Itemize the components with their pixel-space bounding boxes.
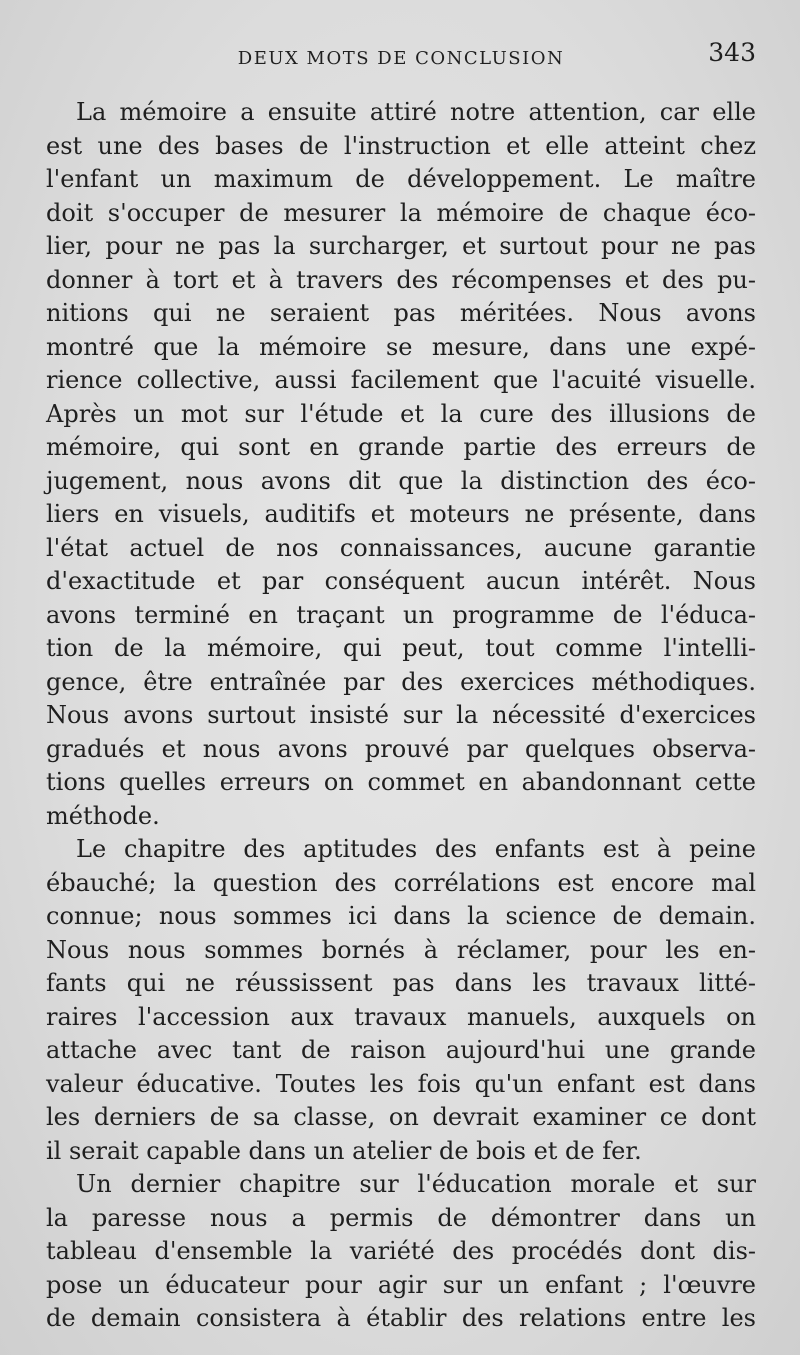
text-line: valeur éducative. Toutes les fois qu'un enfant est dans: [46, 1069, 756, 1098]
text-line: l'enfant un maximum de développement. Le maître: [46, 165, 756, 193]
text-line: pose un éducateur pour agir sur un enfant ; l'œuvre: [46, 1270, 756, 1299]
text-line: ébauché; la question des corrélations est encore mal: [46, 868, 756, 897]
text-line: les derniers de sa classe, on devrait examiner ce dont: [46, 1103, 756, 1131]
text-line: montré que la mémoire se mesure, dans une expé-: [46, 332, 756, 361]
text-line: de demain consistera à établir des relations entre les: [46, 1304, 756, 1332]
text-line: nitions qui ne seraient pas méritées. Nous avons: [46, 299, 756, 327]
text-line: Après un mot sur l'étude et la cure des illusions de: [46, 399, 756, 428]
running-title: DEUX MOTS DE CONCLUSION: [237, 48, 565, 69]
text-line: il serait capable dans un atelier de bois et de fer.: [46, 1136, 642, 1165]
text-line: fants qui ne réussissent pas dans les travaux litté-: [46, 969, 756, 997]
text-line: liers en visuels, auditifs et moteurs ne présente, dans: [46, 500, 756, 528]
text-line: gence, être entraînée par des exercices méthodiques.: [46, 667, 756, 696]
text-line: jugement, nous avons dit que la distinction des éco-: [46, 466, 756, 495]
text-line: tableau d'ensemble la variété des procédés dont dis-: [46, 1237, 756, 1265]
text-line: lier, pour ne pas la surcharger, et surtout pour ne pas: [46, 232, 756, 260]
text-line: d'exactitude et par conséquent aucun intérêt. Nous: [46, 567, 756, 595]
page-number: 343: [708, 38, 756, 67]
text-line: Un dernier chapitre sur l'éducation morale et sur: [76, 1170, 756, 1198]
text-line: tion de la mémoire, qui peut, tout comme l'intelli-: [46, 634, 756, 662]
text-line: Nous nous sommes bornés à réclamer, pour les en-: [46, 935, 756, 964]
text-line: est une des bases de l'instruction et elle atteint chez: [46, 131, 756, 160]
page-header: [46, 38, 756, 78]
text-line: la paresse nous a permis de démontrer dans un: [46, 1203, 756, 1232]
text-line: doit s'occuper de mesurer la mémoire de chaque éco-: [46, 198, 756, 227]
text-line: Le chapitre des aptitudes des enfants est à peine: [76, 835, 756, 863]
text-line: l'état actuel de nos connaissances, aucune garantie: [46, 533, 756, 562]
text-line: méthode.: [46, 801, 160, 830]
text-line: connue; nous sommes ici dans la science de demain.: [46, 902, 756, 930]
text-line: raires l'accession aux travaux manuels, auxquels on: [46, 1002, 756, 1031]
text-line: attache avec tant de raison aujourd'hui une grande: [46, 1036, 756, 1064]
body-text: [46, 96, 756, 1336]
text-line: tions quelles erreurs on commet en abandonnant cette: [46, 768, 756, 796]
text-line: donner à tort et à travers des récompenses et des pu-: [46, 265, 756, 294]
text-line: gradués et nous avons prouvé par quelques observa-: [46, 734, 756, 763]
text-line: Nous avons surtout insisté sur la nécessité d'exercices: [46, 701, 756, 729]
text-line: mémoire, qui sont en grande partie des erreurs de: [46, 433, 756, 461]
text-line: avons terminé en traçant un programme de l'éduca-: [46, 600, 756, 629]
text-line: La mémoire a ensuite attiré notre attention, car elle: [76, 98, 756, 126]
text-line: rience collective, aussi facilement que l'acuité visuelle.: [46, 366, 756, 394]
